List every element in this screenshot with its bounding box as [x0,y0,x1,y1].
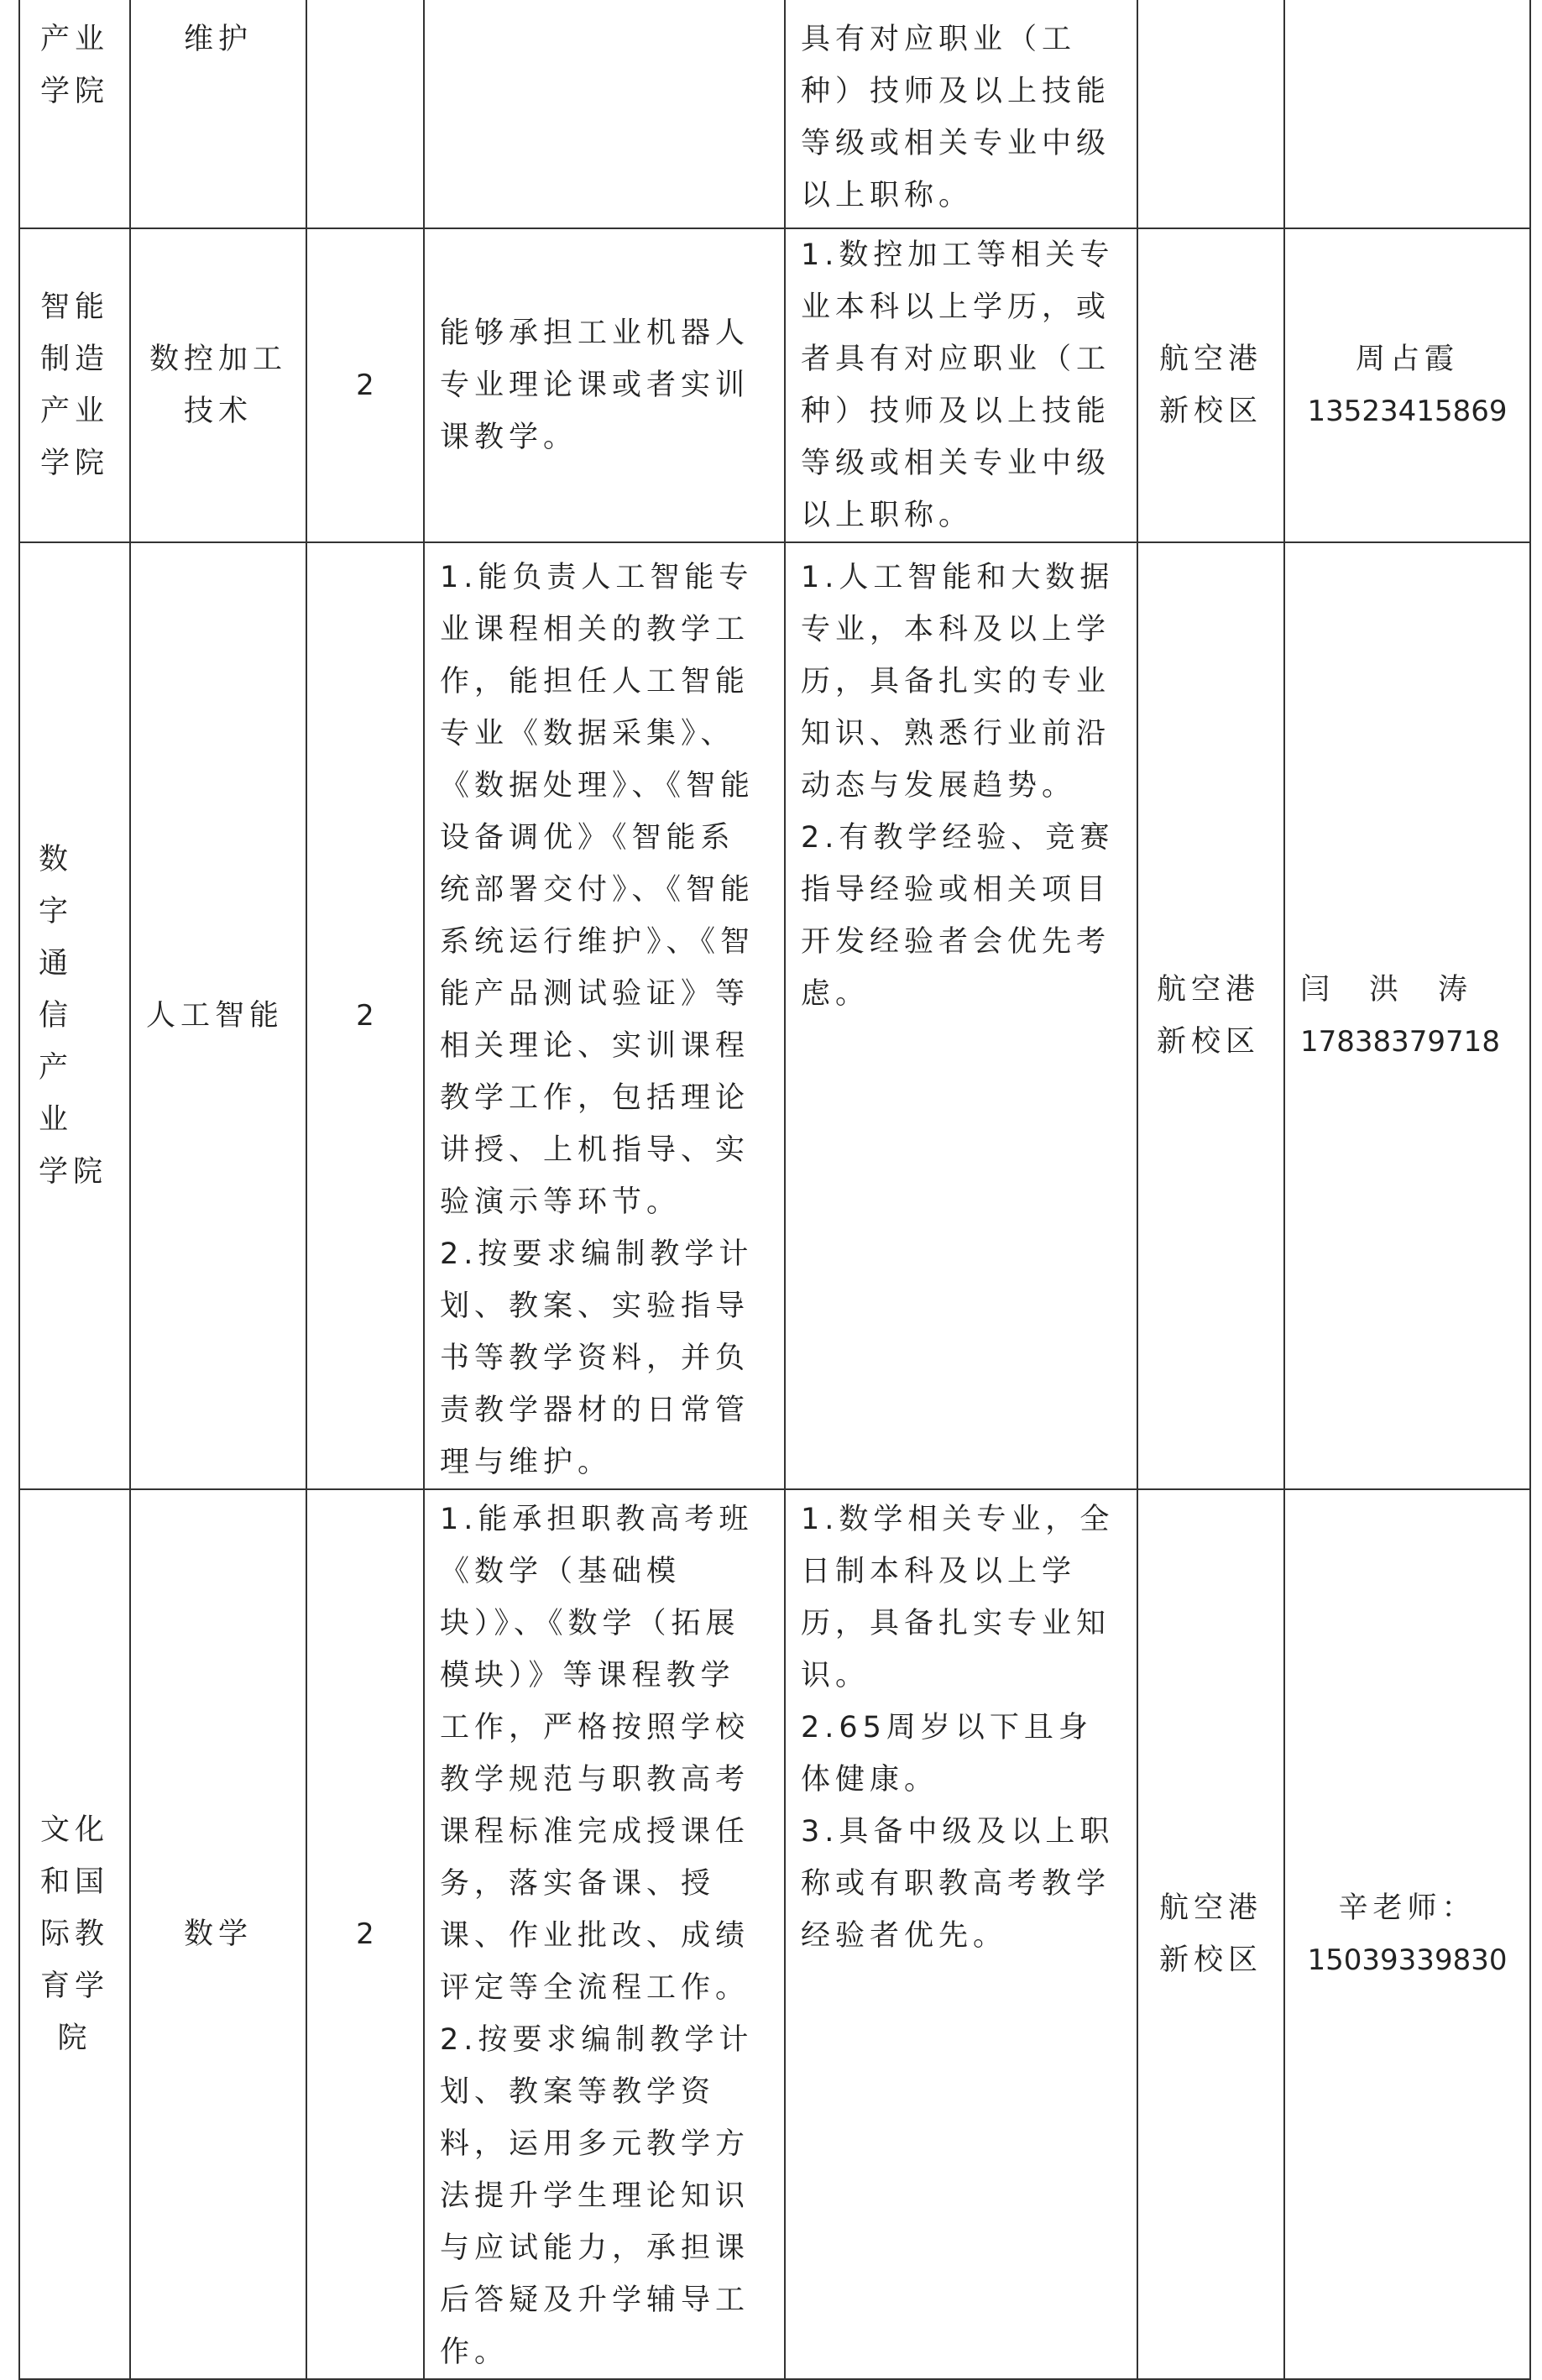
duty-item: 2.按要求编制教学计划、教案等教学资料，运用多元教学方法提升学生理论知识与应试能力，承担课后答疑及升学辅导工作。 [440,2023,754,2369]
contact-cell [1284,1489,1530,2379]
contact-name: 辛老师： [1338,1891,1477,1925]
recruitment-table [18,0,1531,2380]
college-cell: 产业 学院 [19,0,130,228]
duties-cell [424,228,785,542]
requirement-item: 2.65周岁以下且身体健康。 [801,1711,1093,1797]
college-cell: 数 字 通 信 产 业 学院 [19,542,130,1489]
college-cell: 文化 和国 际教 育学 院 [19,1489,130,2379]
table-row [19,542,1530,1489]
requirements-cell [785,542,1137,1489]
college-cell: 智能 制造 产业 学院 [19,228,130,542]
count-cell: 2 [306,228,424,542]
duty-item: 1.能承担职教高考班《数学（基础模块）》、《数学（拓展模块）》等课程教学工作，严格按照学校教学规范与职教高考课程标准完成授课任务，落实备课、授课、作业批改、成绩评定等全流程工作。 [440,1503,754,2005]
requirements-cell [785,228,1137,542]
count-cell [306,0,424,228]
duties-cell [424,542,785,1489]
contact-cell [1284,0,1530,228]
requirement-item: 1.数控加工等相关专业本科以上学历，或者具有对应职业（工种）技师及以上技能等级或相关专业中级以上职称。 [801,238,1115,532]
duty-item: 能够承担工业机器人专业理论课或者实训课教学。 [440,316,750,454]
contact-phone: 17838379718 [1300,1025,1500,1059]
duty-item: 1.能负责人工智能专业课程相关的教学工作，能担任人工智能专业《数据采集》、《数据处理》、《智能设备调优》《智能系统部署交付》、《智能系统运行维护》、《智能产品测试验证》等相关理论、实训课程教学工作，包括理论讲授、上机指导、实验演示等环节。 [440,561,755,1219]
requirements-cell [785,1489,1137,2379]
major-cell: 数学 [130,1489,306,2379]
requirement-item: 具有对应职业（工种）技师及以上技能等级或相关专业中级以上职称。 [801,23,1111,212]
contact-name: 闫 洪 涛 [1300,973,1473,1007]
table-row [19,228,1530,542]
contact-name: 周占霞 [1355,343,1459,376]
count-cell: 2 [306,1489,424,2379]
table-row [19,1489,1530,2379]
campus-cell: 航空港 新校区 [1137,1489,1284,2379]
major-cell: 数控加工 技术 [130,228,306,542]
table-row [19,0,1530,228]
contact-phone: 13523415869 [1307,395,1508,428]
requirement-item: 2.有教学经验、竞赛指导经验或相关项目开发经验者会优先考虑。 [801,821,1115,1011]
duties-cell [424,1489,785,2379]
duty-item: 2.按要求编制教学计划、教案、实验指导书等教学资料，并负责教学器材的日常管理与维护。 [440,1237,754,1479]
requirement-item: 1.数学相关专业，全日制本科及以上学历，具备扎实专业知识。 [801,1503,1115,1692]
campus-cell: 航空港 新校区 [1137,228,1284,542]
major-cell: 人工智能 [130,542,306,1489]
recruitment-table-page [18,0,1529,2380]
campus-cell [1137,0,1284,228]
contact-phone: 15039339830 [1307,1943,1508,1977]
campus-cell: 航空港 新校区 [1137,542,1284,1489]
contact-cell [1284,542,1530,1489]
duties-cell [424,0,785,228]
requirement-item: 3.具备中级及以上职称或有职教高考教学经验者优先。 [801,1815,1115,1953]
major-cell: 维护 [130,0,306,228]
contact-cell [1284,228,1530,542]
requirement-item: 1.人工智能和大数据专业，本科及以上学历，具备扎实的专业知识、熟悉行业前沿动态与发展趋势。 [801,561,1115,803]
count-cell: 2 [306,542,424,1489]
requirements-cell [785,0,1137,228]
